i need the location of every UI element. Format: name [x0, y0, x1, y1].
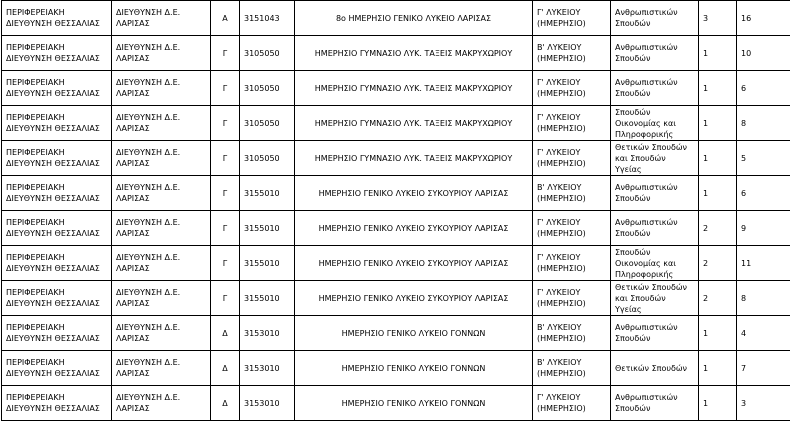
- table-row: [2, 351, 790, 386]
- directorate-cell: ΔΙΕΥΘΥΝΣΗ Δ.Ε. ΛΑΡΙΣΑΣ: [112, 36, 211, 71]
- zone-cell: Γ: [211, 211, 240, 246]
- orientation-group-cell: Σπουδών Οικονομίας και Πληροφορικής: [611, 246, 699, 281]
- table-row: [2, 281, 790, 316]
- students-count-cell: 6: [737, 176, 790, 211]
- zone-cell: Γ: [211, 246, 240, 281]
- grade-cell: Γ' ΛΥΚΕΙΟΥ (ΗΜΕΡΗΣΙΟ): [533, 141, 611, 176]
- grade-cell: Β' ΛΥΚΕΙΟΥ (ΗΜΕΡΗΣΙΟ): [533, 36, 611, 71]
- orientation-group-cell: Ανθρωπιστικών Σπουδών: [611, 386, 699, 421]
- table-row: [2, 211, 790, 246]
- school-name-cell: ΗΜΕΡΗΣΙΟ ΓΥΜΝΑΣΙΟ ΛΥΚ. ΤΑΞΕΙΣ ΜΑΚΡΥΧΩΡΙΟΥ: [295, 36, 533, 71]
- orientation-group-cell: Ανθρωπιστικών Σπουδών: [611, 36, 699, 71]
- directorate-cell: ΔΙΕΥΘΥΝΣΗ Δ.Ε. ΛΑΡΙΣΑΣ: [112, 141, 211, 176]
- zone-cell: Δ: [211, 316, 240, 351]
- grade-cell: Β' ΛΥΚΕΙΟΥ (ΗΜΕΡΗΣΙΟ): [533, 351, 611, 386]
- sections-count-cell: 1: [699, 36, 737, 71]
- school-name-cell: ΗΜΕΡΗΣΙΟ ΓΕΝΙΚΟ ΛΥΚΕΙΟ ΓΟΝΝΩΝ: [295, 316, 533, 351]
- orientation-group-cell: Ανθρωπιστικών Σπουδών: [611, 211, 699, 246]
- region-cell: ΠΕΡΙΦΕΡΕΙΑΚΗ ΔΙΕΥΘΥΝΣΗ ΘΕΣΣΑΛΙΑΣ: [2, 71, 112, 106]
- directorate-cell: ΔΙΕΥΘΥΝΣΗ Δ.Ε. ΛΑΡΙΣΑΣ: [112, 176, 211, 211]
- table-row: [2, 141, 790, 176]
- grade-cell: Γ' ΛΥΚΕΙΟΥ (ΗΜΕΡΗΣΙΟ): [533, 211, 611, 246]
- region-cell: ΠΕΡΙΦΕΡΕΙΑΚΗ ΔΙΕΥΘΥΝΣΗ ΘΕΣΣΑΛΙΑΣ: [2, 176, 112, 211]
- table-row: [2, 36, 790, 71]
- orientation-group-cell: Ανθρωπιστικών Σπουδών: [611, 71, 699, 106]
- school-name-cell: ΗΜΕΡΗΣΙΟ ΓΕΝΙΚΟ ΛΥΚΕΙΟ ΣΥΚΟΥΡΙΟΥ ΛΑΡΙΣΑΣ: [295, 246, 533, 281]
- orientation-group-cell: Θετικών Σπουδών: [611, 351, 699, 386]
- zone-cell: Γ: [211, 106, 240, 141]
- table-row: [2, 176, 790, 211]
- students-count-cell: 11: [737, 246, 790, 281]
- directorate-cell: ΔΙΕΥΘΥΝΣΗ Δ.Ε. ΛΑΡΙΣΑΣ: [112, 281, 211, 316]
- school-code-cell: 3105050: [240, 71, 295, 106]
- sections-count-cell: 1: [699, 316, 737, 351]
- school-name-cell: ΗΜΕΡΗΣΙΟ ΓΕΝΙΚΟ ΛΥΚΕΙΟ ΣΥΚΟΥΡΙΟΥ ΛΑΡΙΣΑΣ: [295, 176, 533, 211]
- school-name-cell: ΗΜΕΡΗΣΙΟ ΓΥΜΝΑΣΙΟ ΛΥΚ. ΤΑΞΕΙΣ ΜΑΚΡΥΧΩΡΙΟΥ: [295, 71, 533, 106]
- region-cell: ΠΕΡΙΦΕΡΕΙΑΚΗ ΔΙΕΥΘΥΝΣΗ ΘΕΣΣΑΛΙΑΣ: [2, 211, 112, 246]
- region-cell: ΠΕΡΙΦΕΡΕΙΑΚΗ ΔΙΕΥΘΥΝΣΗ ΘΕΣΣΑΛΙΑΣ: [2, 246, 112, 281]
- orientation-group-cell: Ανθρωπιστικών Σπουδών: [611, 1, 699, 36]
- grade-cell: Γ' ΛΥΚΕΙΟΥ (ΗΜΕΡΗΣΙΟ): [533, 386, 611, 421]
- sections-count-cell: 1: [699, 71, 737, 106]
- grade-cell: Γ' ΛΥΚΕΙΟΥ (ΗΜΕΡΗΣΙΟ): [533, 281, 611, 316]
- sections-count-cell: 1: [699, 386, 737, 421]
- students-count-cell: 8: [737, 281, 790, 316]
- students-count-cell: 6: [737, 71, 790, 106]
- school-name-cell: ΗΜΕΡΗΣΙΟ ΓΕΝΙΚΟ ΛΥΚΕΙΟ ΓΟΝΝΩΝ: [295, 386, 533, 421]
- region-cell: ΠΕΡΙΦΕΡΕΙΑΚΗ ΔΙΕΥΘΥΝΣΗ ΘΕΣΣΑΛΙΑΣ: [2, 386, 112, 421]
- table-row: [2, 106, 790, 141]
- orientation-group-cell: Ανθρωπιστικών Σπουδών: [611, 316, 699, 351]
- directorate-cell: ΔΙΕΥΘΥΝΣΗ Δ.Ε. ΛΑΡΙΣΑΣ: [112, 1, 211, 36]
- table-body: [2, 1, 790, 421]
- directorate-cell: ΔΙΕΥΘΥΝΣΗ Δ.Ε. ΛΑΡΙΣΑΣ: [112, 316, 211, 351]
- school-code-cell: 3105050: [240, 36, 295, 71]
- school-name-cell: ΗΜΕΡΗΣΙΟ ΓΕΝΙΚΟ ΛΥΚΕΙΟ ΣΥΚΟΥΡΙΟΥ ΛΑΡΙΣΑΣ: [295, 211, 533, 246]
- school-name-cell: ΗΜΕΡΗΣΙΟ ΓΥΜΝΑΣΙΟ ΛΥΚ. ΤΑΞΕΙΣ ΜΑΚΡΥΧΩΡΙΟΥ: [295, 141, 533, 176]
- school-name-cell: ΗΜΕΡΗΣΙΟ ΓΕΝΙΚΟ ΛΥΚΕΙΟ ΓΟΝΝΩΝ: [295, 351, 533, 386]
- region-cell: ΠΕΡΙΦΕΡΕΙΑΚΗ ΔΙΕΥΘΥΝΣΗ ΘΕΣΣΑΛΙΑΣ: [2, 351, 112, 386]
- region-cell: ΠΕΡΙΦΕΡΕΙΑΚΗ ΔΙΕΥΘΥΝΣΗ ΘΕΣΣΑΛΙΑΣ: [2, 316, 112, 351]
- directorate-cell: ΔΙΕΥΘΥΝΣΗ Δ.Ε. ΛΑΡΙΣΑΣ: [112, 211, 211, 246]
- region-cell: ΠΕΡΙΦΕΡΕΙΑΚΗ ΔΙΕΥΘΥΝΣΗ ΘΕΣΣΑΛΙΑΣ: [2, 1, 112, 36]
- school-code-cell: 3155010: [240, 211, 295, 246]
- zone-cell: Δ: [211, 386, 240, 421]
- directorate-cell: ΔΙΕΥΘΥΝΣΗ Δ.Ε. ΛΑΡΙΣΑΣ: [112, 71, 211, 106]
- students-count-cell: 8: [737, 106, 790, 141]
- school-code-cell: 3105050: [240, 141, 295, 176]
- grade-cell: Γ' ΛΥΚΕΙΟΥ (ΗΜΕΡΗΣΙΟ): [533, 246, 611, 281]
- school-code-cell: 3153010: [240, 351, 295, 386]
- students-count-cell: 3: [737, 386, 790, 421]
- school-code-cell: 3153010: [240, 316, 295, 351]
- sections-count-cell: 1: [699, 351, 737, 386]
- directorate-cell: ΔΙΕΥΘΥΝΣΗ Δ.Ε. ΛΑΡΙΣΑΣ: [112, 386, 211, 421]
- school-code-cell: 3105050: [240, 106, 295, 141]
- sections-count-cell: 2: [699, 246, 737, 281]
- directorate-cell: ΔΙΕΥΘΥΝΣΗ Δ.Ε. ΛΑΡΙΣΑΣ: [112, 246, 211, 281]
- students-count-cell: 10: [737, 36, 790, 71]
- region-cell: ΠΕΡΙΦΕΡΕΙΑΚΗ ΔΙΕΥΘΥΝΣΗ ΘΕΣΣΑΛΙΑΣ: [2, 141, 112, 176]
- table-row: [2, 316, 790, 351]
- zone-cell: Α: [211, 1, 240, 36]
- orientation-group-cell: Θετικών Σπουδών και Σπουδών Υγείας: [611, 281, 699, 316]
- students-count-cell: 9: [737, 211, 790, 246]
- school-code-cell: 3155010: [240, 246, 295, 281]
- directorate-cell: ΔΙΕΥΘΥΝΣΗ Δ.Ε. ΛΑΡΙΣΑΣ: [112, 106, 211, 141]
- grade-cell: Γ' ΛΥΚΕΙΟΥ (ΗΜΕΡΗΣΙΟ): [533, 71, 611, 106]
- school-code-cell: 3153010: [240, 386, 295, 421]
- sections-count-cell: 2: [699, 211, 737, 246]
- grade-cell: Γ' ΛΥΚΕΙΟΥ (ΗΜΕΡΗΣΙΟ): [533, 1, 611, 36]
- zone-cell: Δ: [211, 351, 240, 386]
- sections-count-cell: 2: [699, 281, 737, 316]
- orientation-group-cell: Σπουδών Οικονομίας και Πληροφορικής: [611, 106, 699, 141]
- orientation-group-cell: Ανθρωπιστικών Σπουδών: [611, 176, 699, 211]
- grade-cell: Β' ΛΥΚΕΙΟΥ (ΗΜΕΡΗΣΙΟ): [533, 176, 611, 211]
- students-count-cell: 5: [737, 141, 790, 176]
- school-code-cell: 3151043: [240, 1, 295, 36]
- school-name-cell: 8ο ΗΜΕΡΗΣΙΟ ΓΕΝΙΚΟ ΛΥΚΕΙΟ ΛΑΡΙΣΑΣ: [295, 1, 533, 36]
- table-row: [2, 386, 790, 421]
- zone-cell: Γ: [211, 71, 240, 106]
- school-code-cell: 3155010: [240, 281, 295, 316]
- region-cell: ΠΕΡΙΦΕΡΕΙΑΚΗ ΔΙΕΥΘΥΝΣΗ ΘΕΣΣΑΛΙΑΣ: [2, 106, 112, 141]
- students-count-cell: 7: [737, 351, 790, 386]
- students-count-cell: 16: [737, 1, 790, 36]
- sections-count-cell: 1: [699, 106, 737, 141]
- school-code-cell: 3155010: [240, 176, 295, 211]
- school-name-cell: ΗΜΕΡΗΣΙΟ ΓΥΜΝΑΣΙΟ ΛΥΚ. ΤΑΞΕΙΣ ΜΑΚΡΥΧΩΡΙΟΥ: [295, 106, 533, 141]
- zone-cell: Γ: [211, 281, 240, 316]
- orientation-group-cell: Θετικών Σπουδών και Σπουδών Υγείας: [611, 141, 699, 176]
- school-sections-table: [1, 0, 790, 421]
- zone-cell: Γ: [211, 36, 240, 71]
- table-row: [2, 1, 790, 36]
- zone-cell: Γ: [211, 141, 240, 176]
- school-name-cell: ΗΜΕΡΗΣΙΟ ΓΕΝΙΚΟ ΛΥΚΕΙΟ ΣΥΚΟΥΡΙΟΥ ΛΑΡΙΣΑΣ: [295, 281, 533, 316]
- region-cell: ΠΕΡΙΦΕΡΕΙΑΚΗ ΔΙΕΥΘΥΝΣΗ ΘΕΣΣΑΛΙΑΣ: [2, 281, 112, 316]
- sections-count-cell: 1: [699, 141, 737, 176]
- directorate-cell: ΔΙΕΥΘΥΝΣΗ Δ.Ε. ΛΑΡΙΣΑΣ: [112, 351, 211, 386]
- region-cell: ΠΕΡΙΦΕΡΕΙΑΚΗ ΔΙΕΥΘΥΝΣΗ ΘΕΣΣΑΛΙΑΣ: [2, 36, 112, 71]
- students-count-cell: 4: [737, 316, 790, 351]
- table-row: [2, 246, 790, 281]
- sections-count-cell: 3: [699, 1, 737, 36]
- zone-cell: Γ: [211, 176, 240, 211]
- grade-cell: Β' ΛΥΚΕΙΟΥ (ΗΜΕΡΗΣΙΟ): [533, 316, 611, 351]
- sections-count-cell: 1: [699, 176, 737, 211]
- grade-cell: Γ' ΛΥΚΕΙΟΥ (ΗΜΕΡΗΣΙΟ): [533, 106, 611, 141]
- table-row: [2, 71, 790, 106]
